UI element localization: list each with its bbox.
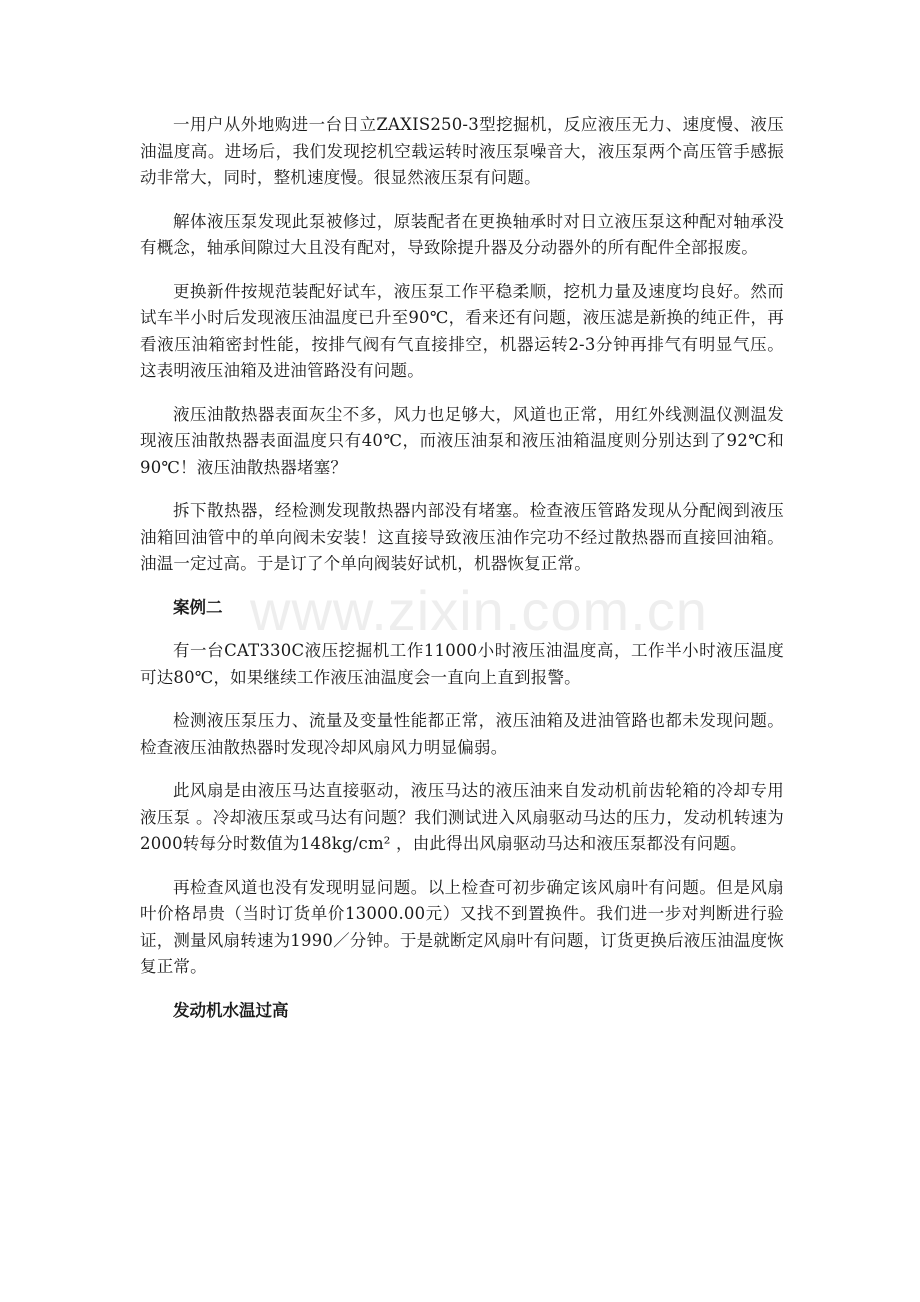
- paragraph-6: 有一台CAT330C液压挖掘机工作11000小时液压油温度高，工作半小时液压温度可达80℃，如果继续工作液压油温度会一直向上直到报警。: [140, 641, 784, 687]
- paragraph-9: 再检查风道也没有发现明显问题。以上检查可初步确定该风扇叶有问题。但是风扇叶价格昂贵（当时订货单价13000.00元）又找不到置换件。我们进一步对判断进行验证，测量风扇转速为1990／分钟。于是就断定风扇叶有问题，订货更换后液压油温度恢复正常。: [140, 877, 784, 976]
- paragraph-8: 此风扇是由液压马达直接驱动，液压马达的液压油来自发动机前齿轮箱的冷却专用液压泵 。冷却液压泵或马达有问题？我们测试进入风扇驱动马达的压力，发动机转速为2000转每分时数值为148kg/cm² ，由此得出风扇驱动马达和液压泵都没有问题。: [140, 781, 784, 853]
- document-body: [140, 112, 784, 1041]
- paragraph-5: 拆下散热器，经检测发现散热器内部没有堵塞。检查液压管路发现从分配阀到液压油箱回油管中的单向阀未安装！这直接导致液压油作完功不经过散热器而直接回油箱。油温一定过高。于是订了个单向阀装好试机，机器恢复正常。: [140, 501, 784, 573]
- paragraph-4: 液压油散热器表面灰尘不多，风力也足够大，风道也正常，用红外线测温仪测温发现液压油散热器表面温度只有40℃，而液压油泵和液压油箱温度则分别达到了92℃和90℃！液压油散热器堵塞？: [140, 404, 784, 477]
- paragraph-1: 一用户从外地购进一台日立ZAXIS250-3型挖掘机，反应液压无力、速度慢、液压油温度高。进场后，我们发现挖机空载运转时液压泵噪音大，液压泵两个高压管手感振动非常大，同时，整机速度慢。很显然液压泵有问题。: [140, 115, 784, 187]
- section-heading-case-two: 案例二: [173, 597, 223, 617]
- paragraph-3: 更换新件按规范装配好试车，液压泵工作平稳柔顺，挖机力量及速度均良好。然而试车半小时后发现液压油温度已升至90℃，看来还有问题，液压滤是新换的纯正件，再看液压油箱密封性能，按排气阀有气直接排空，机器运转2-3分钟再排气有明显气压。这表明液压油箱及进油管路没有问题。: [140, 281, 784, 380]
- paragraph-2: 解体液压泵发现此泵被修过，原装配者在更换轴承时对日立液压泵这种配对轴承没有概念，轴承间隙过大且没有配对，导致除提升器及分动器外的所有配件全部报废。: [140, 211, 784, 257]
- section-heading-engine-temp: 发动机水温过高: [173, 1000, 289, 1020]
- watermark: www.zixin.com.cn: [250, 579, 708, 642]
- paragraph-7: 检测液压泵压力、流量及变量性能都正常，液压油箱及进油管路也都未发现问题。检查液压油散热器时发现冷却风扇风力明显偏弱。: [140, 711, 784, 757]
